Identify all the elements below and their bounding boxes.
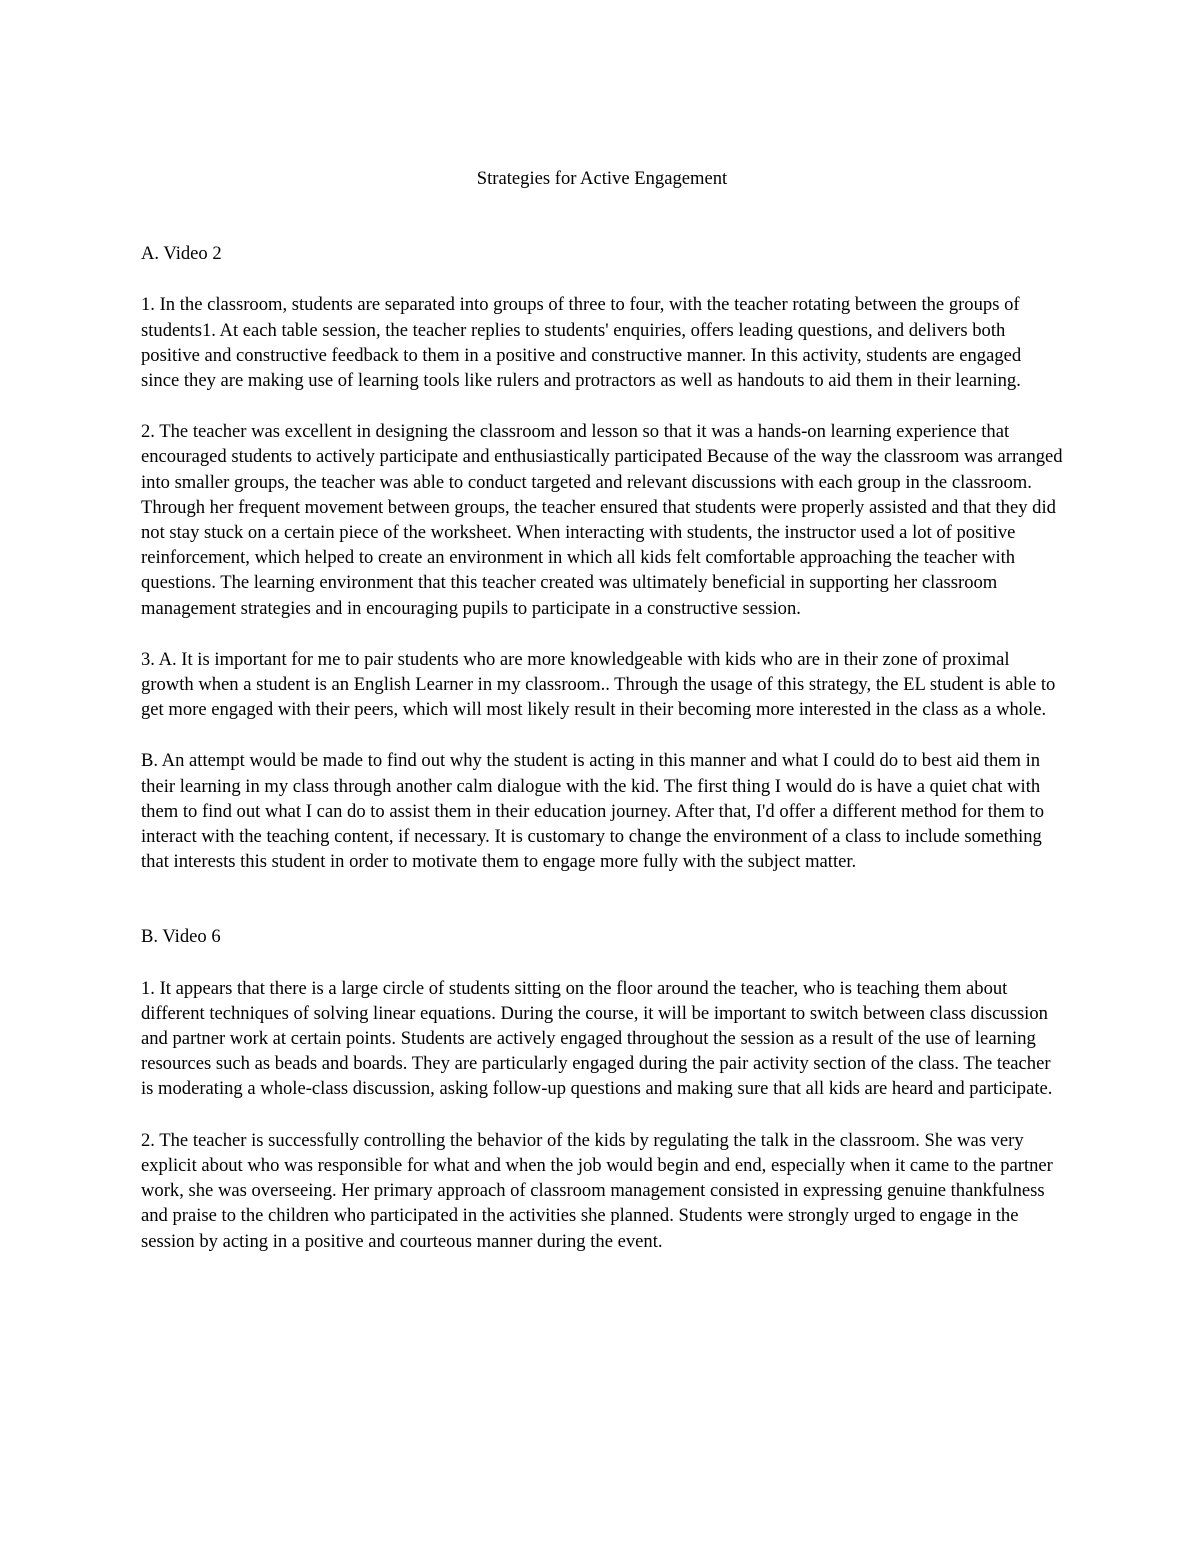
paragraph: 2. The teacher is successfully controlling the behavior of the kids by regulating the talk in the classroom. She was very explicit about who was responsible for what and when the job would begin and end, especially when it came to the partner work, she was overseeing. Her primary approach of classroom management consisted in expressing genuine thankfulness and praise to the children who participated in the activities she planned. Students were strongly urged to engage in the session by acting in a positive and courteous manner during the event. <box>141 1129 1053 1252</box>
paragraph: 1. In the classroom, students are separated into groups of three to four, with the teacher rotating between the groups of students1. At each table session, the teacher replies to students' enquiries, offers leading questions, and delivers both positive and constructive feedback to them in a positive and constructive manner. In this activity, students are engaged since they are making use of learning tools like rulers and protractors as well as handouts to aid them in their learning. <box>141 294 1022 392</box>
paragraph: B. An attempt would be made to find out why the student is acting in this manner and what I could do to best aid them in their learning in my class through another calm dialogue with the kid. The first thing I would do is have a quiet chat with them to find out what I can do to assist them in their education journey. After that, I'd offer a different method for them to interact with the teaching content, if necessary. It is customary to change the environment of a class to include something that interests this student in order to motivate them to engage more fully with the subject matter. <box>141 750 1045 873</box>
paragraph: 1. It appears that there is a large circle of students sitting on the floor around the teacher, who is teaching them about different techniques of solving linear equations. During the course, it will be important to switch between class discussion and partner work at certain points. Students are actively engaged throughout the session as a result of the use of learning resources such as beads and boards. They are particularly engaged during the pair activity section of the class. The teacher is moderating a whole-class discussion, asking follow-up questions and making sure that all kids are heard and participate. <box>141 977 1053 1100</box>
paragraph: 2. The teacher was excellent in designing the classroom and lesson so that it was a hands-on learning experience that encouraged students to actively participate and enthusiastically participated Because of the way the classroom was arranged into smaller groups, the teacher was able to conduct targeted and relevant discussions with each group in the classroom. Through her frequent movement between groups, the teacher ensured that students were properly assisted and that they did not stay stuck on a certain piece of the worksheet. When interacting with students, the instructor used a lot of positive reinforcement, which helped to create an environment in which all kids felt comfortable approaching the teacher with questions. The learning environment that this teacher created was ultimately beneficial in supporting her classroom management strategies and in encouraging pupils to participate in a constructive session. <box>141 421 1063 619</box>
paragraph: 3. A. It is important for me to pair students who are more knowledgeable with kids who are in their zone of proximal growth when a student is an English Learner in my classroom.. Through the usage of this strategy, the EL student is able to get more engaged with their peers, which will most likely result in their becoming more interested in the class as a whole. <box>141 648 1056 721</box>
document-body <box>141 166 1063 1254</box>
section-heading-video-2: A. Video 2 <box>141 243 222 265</box>
section-heading-video-6: B. Video 6 <box>141 926 221 948</box>
document-title: Strategies for Active Engagement <box>476 168 728 189</box>
